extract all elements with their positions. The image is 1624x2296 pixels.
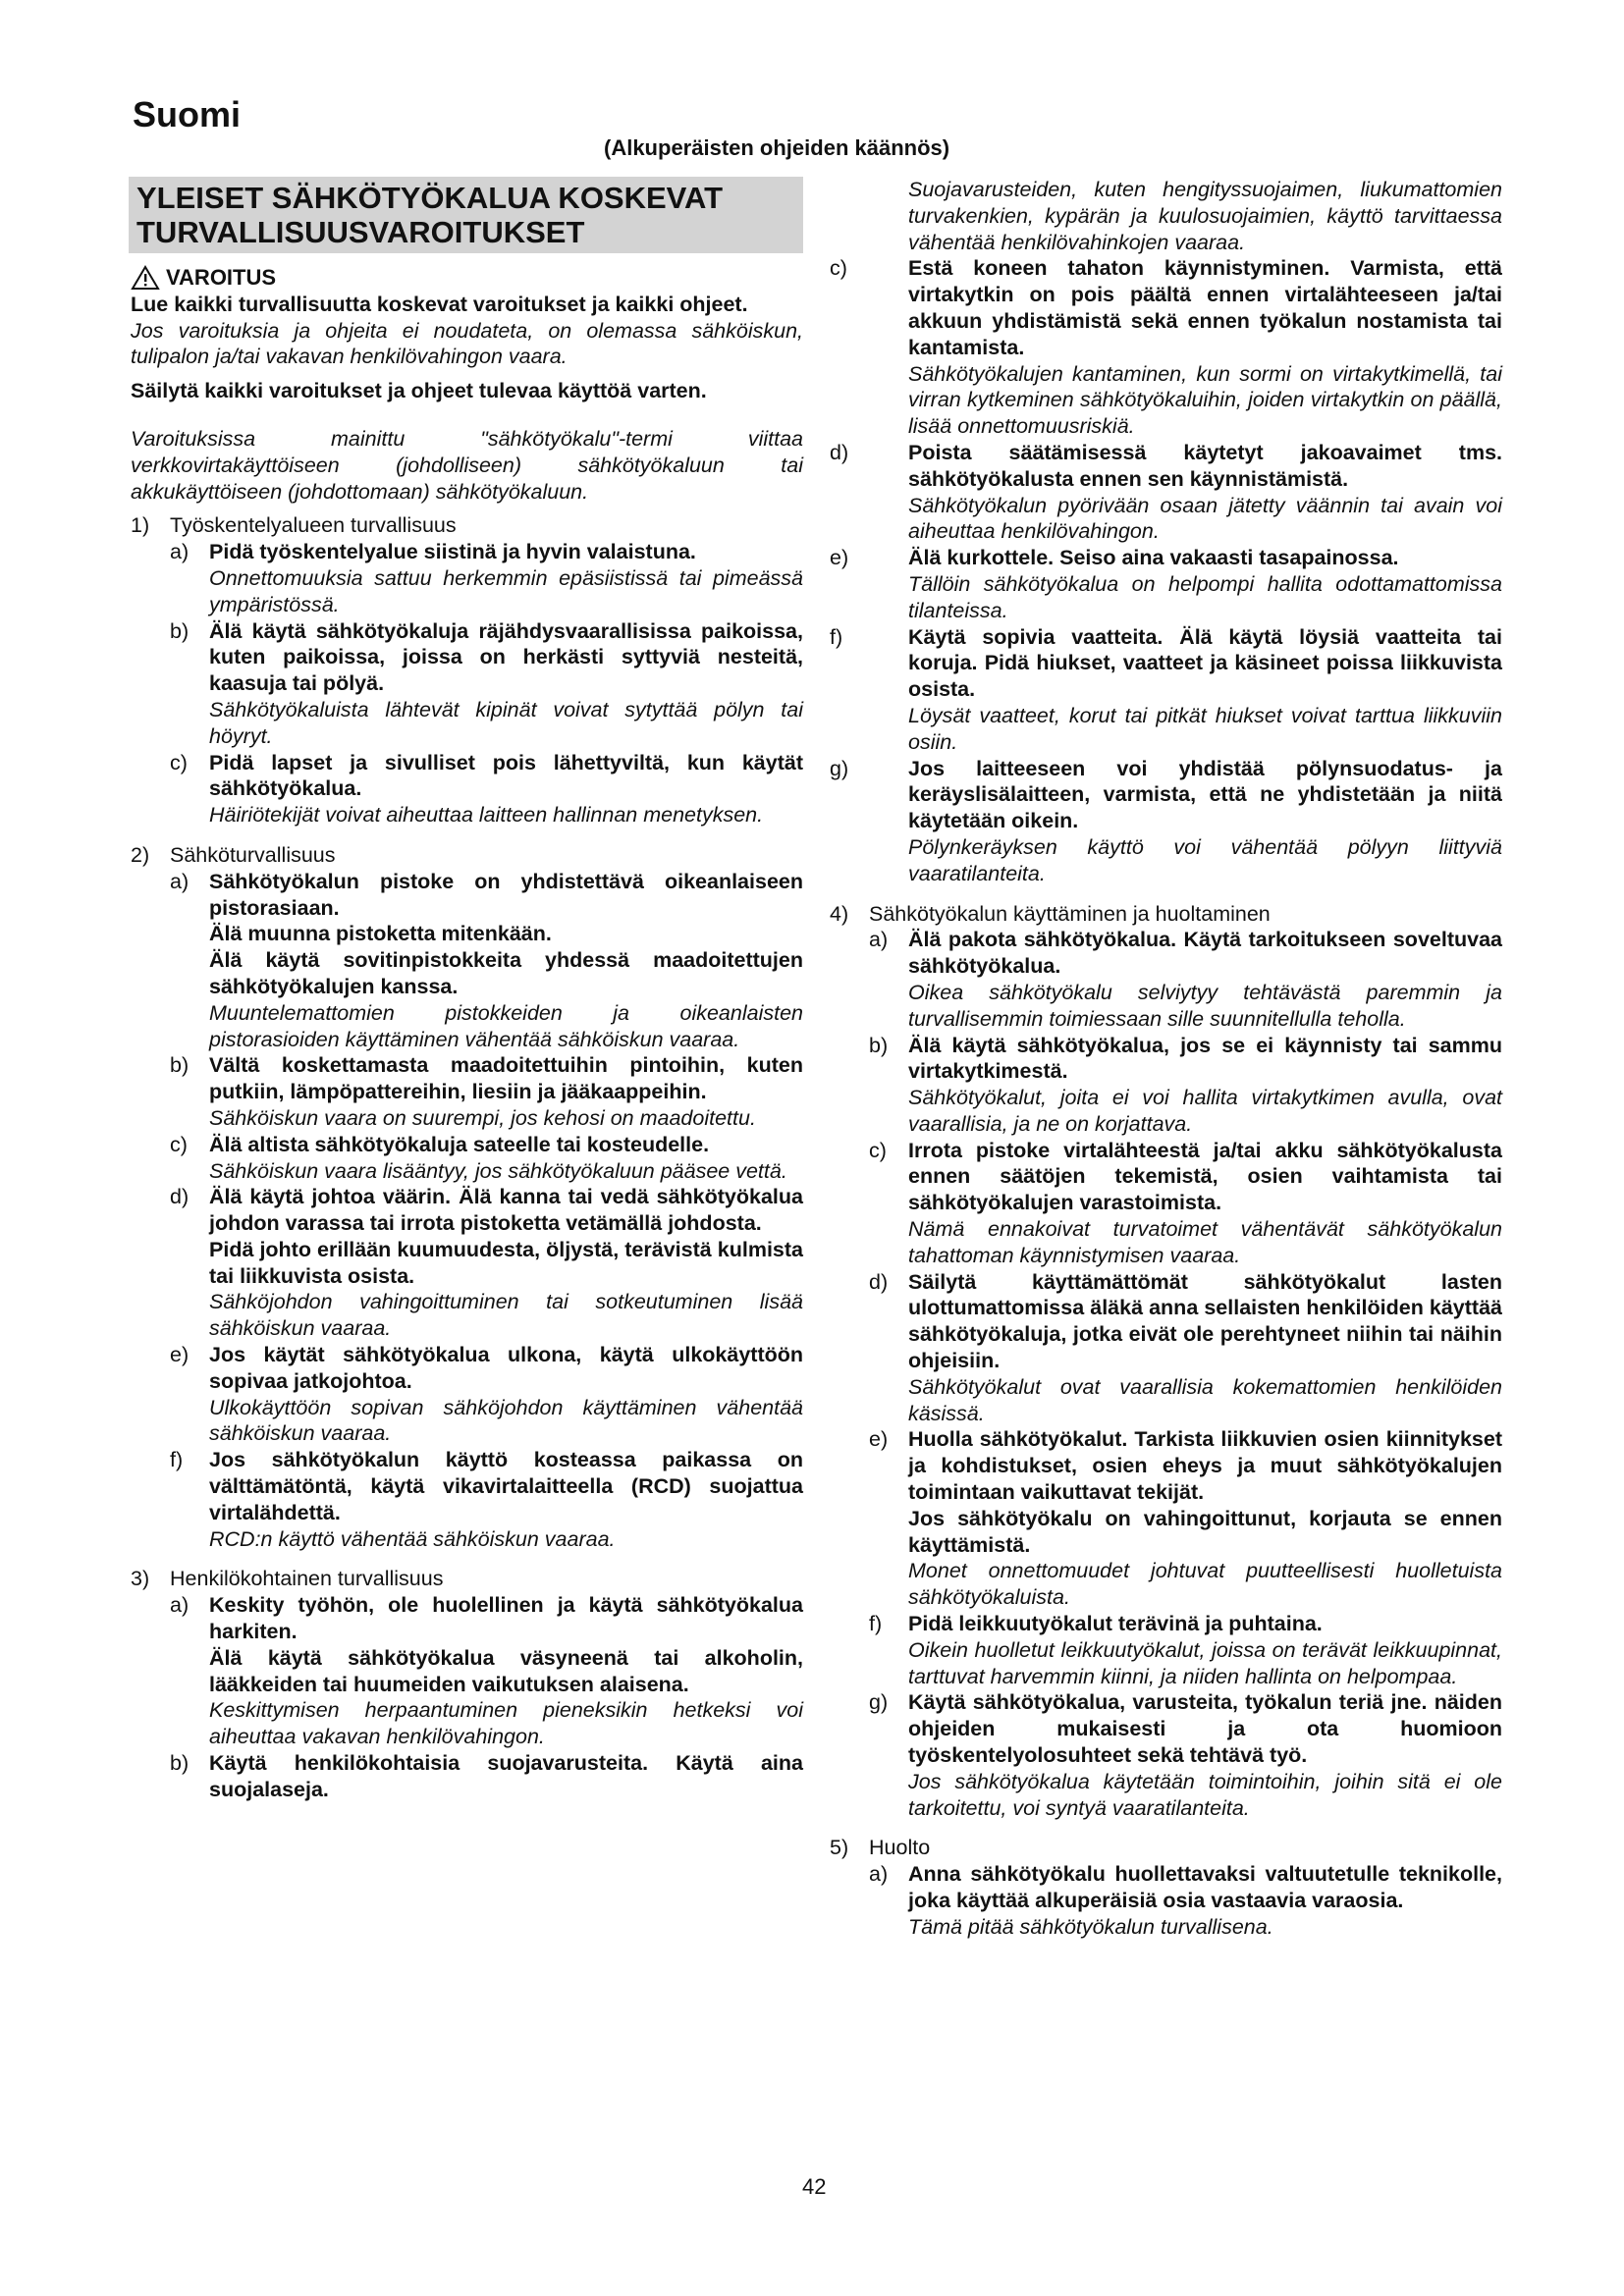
section-2-heading <box>131 842 803 869</box>
item-instruction: Anna sähkötyökalu huollettavaksi valtuutetulle teknikolle, joka käyttää alkuperäisiä osia vastaavia varaosia. <box>908 1862 1502 1912</box>
section-title: Sähkötyökalun käyttäminen ja huoltaminen <box>869 901 1271 926</box>
item-letter: f) <box>869 1612 883 1636</box>
section-number: 3) <box>131 1567 150 1591</box>
item-note: Oikea sähkötyökalu selviytyy tehtävästä paremmin ja turvallisemmin toimiessaan sille suunnitellulla teholla. <box>908 980 1502 1031</box>
item-instruction: Älä käytä sähkötyökalua väsyneenä tai alkoholin, lääkkeiden tai huumeiden vaikutuksen alaisena. <box>209 1645 803 1696</box>
warning-triangle-icon <box>131 265 160 291</box>
item-note: Sähköiskun vaara on suurempi, jos kehosi on maadoitettu. <box>209 1105 756 1130</box>
list-item-continued <box>869 177 1502 255</box>
item-note: Monet onnettomuudet johtuvat puutteellisesti huolletuista sähkötyökaluista. <box>908 1559 1502 1610</box>
list-item <box>830 440 1502 545</box>
item-note: Häiriötekijät voivat aiheuttaa laitteen hallinnan menetyksen. <box>209 803 764 828</box>
read-all-instruction: Lue kaikki turvallisuutta koskevat varoitukset ja kaikki ohjeet. <box>131 292 748 316</box>
item-instruction: Käytä sopivia vaatteita. Älä käytä löysiä vaatteita tai koruja. Pidä hiukset, vaatteet ja käsineet poissa liikkuvista osista. <box>908 624 1502 702</box>
list-item <box>170 618 803 750</box>
item-instruction: Irrota pistoke virtalähteestä ja/tai akku sähkötyökalusta ennen säätöjen tekemistä, osien vaihtamista tai sähkötyökalujen varastoimista. <box>908 1138 1502 1215</box>
list-item <box>170 1184 803 1342</box>
item-note: Sähköjohdon vahingoittuminen tai sotkeutuminen lisää sähköiskun vaaraa. <box>209 1290 803 1341</box>
item-letter: e) <box>830 546 849 570</box>
item-instruction: Vältä koskettamasta maadoitettuihin pintoihin, kuten putkiin, lämpöpattereihin, liesiin ja jääkaappeihin. <box>209 1053 803 1104</box>
item-instruction: Älä käytä sähkötyökaluja räjähdysvaarallisissa paikoissa, kuten paikoissa, joissa on herkästi syttyviä nesteitä, kaasuja tai pölyä. <box>209 618 803 696</box>
item-letter: a) <box>170 540 189 564</box>
main-heading-line2: TURVALLISUUSVAROITUKSET <box>136 215 585 249</box>
item-instruction: Poista säätämisessä käytetyt jakoavaimet tms. sähkötyökalusta ennen sen käynnistämistä. <box>908 440 1502 491</box>
item-instruction: Huolla sähkötyökalut. Tarkista liikkuvien osien kiinnitykset ja kohdistukset, osien eheys ja muut sähkötyökalujen toimintaan vaikuttavat tekijät. <box>908 1427 1502 1505</box>
item-letter: d) <box>869 1269 889 1294</box>
item-letter: f) <box>830 624 843 649</box>
item-instruction: Estä koneen tahaton käynnistyminen. Varmista, että virtakytkin on pois päältä ennen virtalähteeseen ja/tai akkuun yhdistämistä sekä ennen työkalun nostamista tai kantamista. <box>908 256 1502 359</box>
item-note: Tämä pitää sähkötyökalun turvallisena. <box>908 1914 1273 1939</box>
item-note: Sähköiskun vaara lisääntyy, jos sähkötyökaluun pääsee vettä. <box>209 1158 787 1183</box>
item-instruction: Säilytä käyttämättömät sähkötyökalut lasten ulottumattomissa äläkä anna sellaisten henkilöiden käyttää sähkötyökaluja, jotka eivät ole perehtyneet niihin tai näihin ohjeisiin. <box>908 1269 1502 1373</box>
list-item <box>170 539 803 617</box>
item-note: Onnettomuuksia sattuu herkemmin epäsiistissä tai pimeässä ympäristössä. <box>209 565 803 616</box>
item-instruction: Älä kurkottele. Seiso aina vakaasti tasapainossa. <box>908 546 1399 570</box>
list-item <box>830 756 1502 887</box>
item-instruction: Älä muunna pistoketta mitenkään. <box>209 922 552 946</box>
item-note: Sähkötyökalujen kantaminen, kun sormi on virtakytkimellä, tai virran kytkeminen sähkötyökaluihin, joiden virtakytkin on päällä, lisää onnettomuusriskiä. <box>908 361 1502 439</box>
item-note: Tällöin sähkötyökalua on helpompi hallita odottamattomissa tilanteissa. <box>908 571 1502 622</box>
item-letter: f) <box>170 1448 184 1472</box>
item-note: Jos sähkötyökalua käytetään toimintoihin, joihin sitä ei ole tarkoitettu, voi syntyä vaaratilanteita. <box>908 1769 1502 1820</box>
list-item <box>170 750 803 828</box>
item-instruction: Älä käytä johtoa väärin. Älä kanna tai vedä sähkötyökalua johdon varassa tai irrota pistoketta vetämällä johdosta. <box>209 1185 803 1236</box>
list-item <box>869 1269 1502 1427</box>
section-1-heading <box>131 512 803 539</box>
item-instruction: Jos käytät sähkötyökalua ulkona, käytä ulkokäyttöön sopivaa jatkojohtoa. <box>209 1343 803 1393</box>
item-instruction: Pidä leikkuutyökalut terävinä ja puhtaina. <box>908 1612 1323 1636</box>
item-letter: c) <box>830 256 847 281</box>
item-instruction: Sähkötyökalun pistoke on yhdistettävä oikeanlaiseen pistorasiaan. <box>209 869 803 920</box>
item-instruction: Älä käytä sovitinpistokkeita yhdessä maadoitettujen sähkötyökalujen kanssa. <box>209 948 803 998</box>
item-instruction: Käytä sähkötyökalua, varusteita, työkalun teriä jne. näiden ohjeiden mukaisesti ja ota huomioon työskentelyolosuhteet sekä tehtävä työ. <box>908 1690 1502 1768</box>
item-instruction: Keskity työhön, ole huolellinen ja käytä sähkötyökalua harkiten. <box>209 1593 803 1644</box>
section-4-heading <box>830 901 1502 928</box>
item-note: Pölynkeräyksen käyttö voi vähentää pölyyn liittyviä vaaratilanteita. <box>908 834 1502 885</box>
read-all-note: Jos varoituksia ja ohjeita ei noudateta, on olemassa sähköiskun, tulipalon ja/tai vakavan henkilövahingon vaara. <box>131 318 803 369</box>
item-note: Sähkötyökalut, joita ei voi hallita virtakytkimen avulla, ovat vaarallisia, ja ne on korjattava. <box>908 1086 1502 1136</box>
item-letter: b) <box>170 1751 189 1776</box>
item-letter: e) <box>170 1343 189 1367</box>
section-3-heading <box>131 1566 803 1592</box>
item-note: Keskittymisen herpaantuminen pieneksikin hetkeksi voi aiheuttaa vakavan henkilövahingon. <box>209 1698 803 1749</box>
main-heading-line1: YLEISET SÄHKÖTYÖKALUA KOSKEVAT <box>136 181 724 215</box>
section-title: Huolto <box>869 1836 931 1860</box>
item-letter: a) <box>170 869 189 893</box>
item-letter: b) <box>869 1033 889 1057</box>
left-column <box>131 177 803 1803</box>
keep-instructions: Säilytä kaikki varoitukset ja ohjeet tulevaa käyttöä varten. <box>131 379 707 403</box>
main-heading <box>129 177 803 253</box>
item-letter: c) <box>869 1138 887 1162</box>
item-note: Löysät vaatteet, korut tai pitkät hiukset voivat tarttua liikkuviin osiin. <box>908 703 1502 754</box>
section-number: 1) <box>131 513 150 538</box>
item-instruction: Jos sähkötyökalun käyttö kosteassa paikassa on välttämätöntä, käytä vikavirtalaitteella (RCD) suojattua virtalähdettä. <box>209 1448 803 1524</box>
item-letter: c) <box>170 750 188 774</box>
item-instruction: Älä pakota sähkötyökalua. Käytä tarkoitukseen soveltuvaa sähkötyökalua. <box>908 928 1502 979</box>
item-instruction: Älä altista sähkötyökaluja sateelle tai kosteudelle. <box>209 1132 710 1156</box>
list-item <box>170 1750 803 1803</box>
list-item <box>170 1592 803 1750</box>
list-item <box>830 255 1502 440</box>
item-note: RCD:n käyttö vähentää sähköiskun vaaraa. <box>209 1526 616 1551</box>
section-number: 4) <box>830 901 849 926</box>
item-note: Muuntelemattomien pistokkeiden ja oikeanlaisten pistorasioiden käyttäminen vähentää sähköiskun vaaraa. <box>209 1000 803 1051</box>
item-letter: a) <box>869 1862 889 1887</box>
list-item <box>869 1426 1502 1611</box>
page-number: 42 <box>802 2174 827 2199</box>
list-item <box>869 927 1502 1032</box>
item-instruction: Pidä lapset ja sivulliset pois lähettyviltä, kun käytät sähkötyökalua. <box>209 750 803 801</box>
item-note: Ulkokäyttöön sopivan sähköjohdon käyttäminen vähentää sähköiskun vaaraa. <box>209 1395 803 1446</box>
item-instruction: Jos laitteeseen voi yhdistää pölynsuodatus- ja keräyslisälaitteen, varmista, että ne yhdistetään ja niitä käytetään oikein. <box>908 756 1502 833</box>
item-note: Sähkötyökaluista lähtevät kipinät voivat sytyttää pölyn tai höyryt. <box>209 697 803 748</box>
list-item <box>869 1689 1502 1821</box>
list-item <box>830 545 1502 623</box>
item-note: Sähkötyökalut ovat vaarallisia kokemattomien henkilöiden käsissä. <box>908 1374 1502 1425</box>
translation-subtitle: (Alkuperäisten ohjeiden käännös) <box>604 135 950 160</box>
item-letter: b) <box>170 1053 189 1078</box>
section-title: Työskentelyalueen turvallisuus <box>170 513 457 538</box>
item-letter: g) <box>869 1690 889 1715</box>
section-number: 5) <box>830 1836 849 1860</box>
item-instruction: Käytä henkilökohtaisia suojavarusteita. Käytä aina suojalaseja. <box>209 1751 803 1801</box>
section-title: Sähköturvallisuus <box>170 842 336 867</box>
item-note: Oikein huolletut leikkuutyökalut, joissa on terävät leikkuupinnat, tarttuvat harvemmin kiinni, ja niiden hallinta on helpompaa. <box>908 1637 1502 1688</box>
item-letter: a) <box>170 1593 189 1618</box>
list-item <box>170 1052 803 1131</box>
item-letter: d) <box>830 440 849 464</box>
item-instruction: Pidä työskentelyalue siistinä ja hyvin valaistuna. <box>209 540 696 564</box>
warning-title <box>131 265 803 292</box>
section-number: 2) <box>131 842 150 867</box>
list-item <box>869 1611 1502 1689</box>
list-item <box>170 1342 803 1447</box>
right-column <box>830 177 1502 1941</box>
item-instruction: Pidä johto erillään kuumuudesta, öljystä, terävistä kulmista tai liikkuvista osista. <box>209 1237 803 1288</box>
list-item <box>869 1861 1502 1940</box>
section-title: Henkilökohtainen turvallisuus <box>170 1567 444 1591</box>
list-item <box>170 869 803 1053</box>
section-5-heading <box>830 1835 1502 1861</box>
item-letter: d) <box>170 1185 189 1209</box>
item-note: Nämä ennakoivat turvatoimet vähentävät sähkötyökalun tahattoman käynnistymisen vaaraa. <box>908 1217 1502 1267</box>
item-letter: g) <box>830 756 849 780</box>
warning-label: VAROITUS <box>166 265 277 290</box>
item-note: Suojavarusteiden, kuten hengityssuojaimen, liukumattomien turvakenkien, kypärän ja kuulosuojaimien, käyttö tarvittaessa vähentää henkilövahinkojen vaaraa. <box>908 178 1502 254</box>
list-item <box>830 624 1502 756</box>
item-instruction: Jos sähkötyökalu on vahingoittunut, korjauta se ennen käyttämistä. <box>908 1506 1502 1557</box>
item-letter: a) <box>869 928 889 952</box>
list-item <box>170 1132 803 1185</box>
list-item <box>869 1033 1502 1138</box>
term-note: Varoituksissa mainittu "sähkötyökalu"-termi viittaa verkkovirtakäyttöiseen (johdolliseen) sähkötyökaluun tai akkukäyttöiseen (johdottomaan) sähkötyökaluun. <box>131 426 803 504</box>
list-item <box>869 1138 1502 1269</box>
item-instruction: Älä käytä sähkötyökalua, jos se ei käynnisty tai sammu virtakytkimestä. <box>908 1033 1502 1084</box>
item-letter: e) <box>869 1427 889 1452</box>
item-note: Sähkötyökalun pyörivään osaan jätetty väännin tai avain voi aiheuttaa henkilövahingon. <box>908 493 1502 544</box>
item-letter: b) <box>170 618 189 643</box>
language-label: Suomi <box>133 94 242 134</box>
item-letter: c) <box>170 1132 188 1156</box>
list-item <box>170 1447 803 1552</box>
